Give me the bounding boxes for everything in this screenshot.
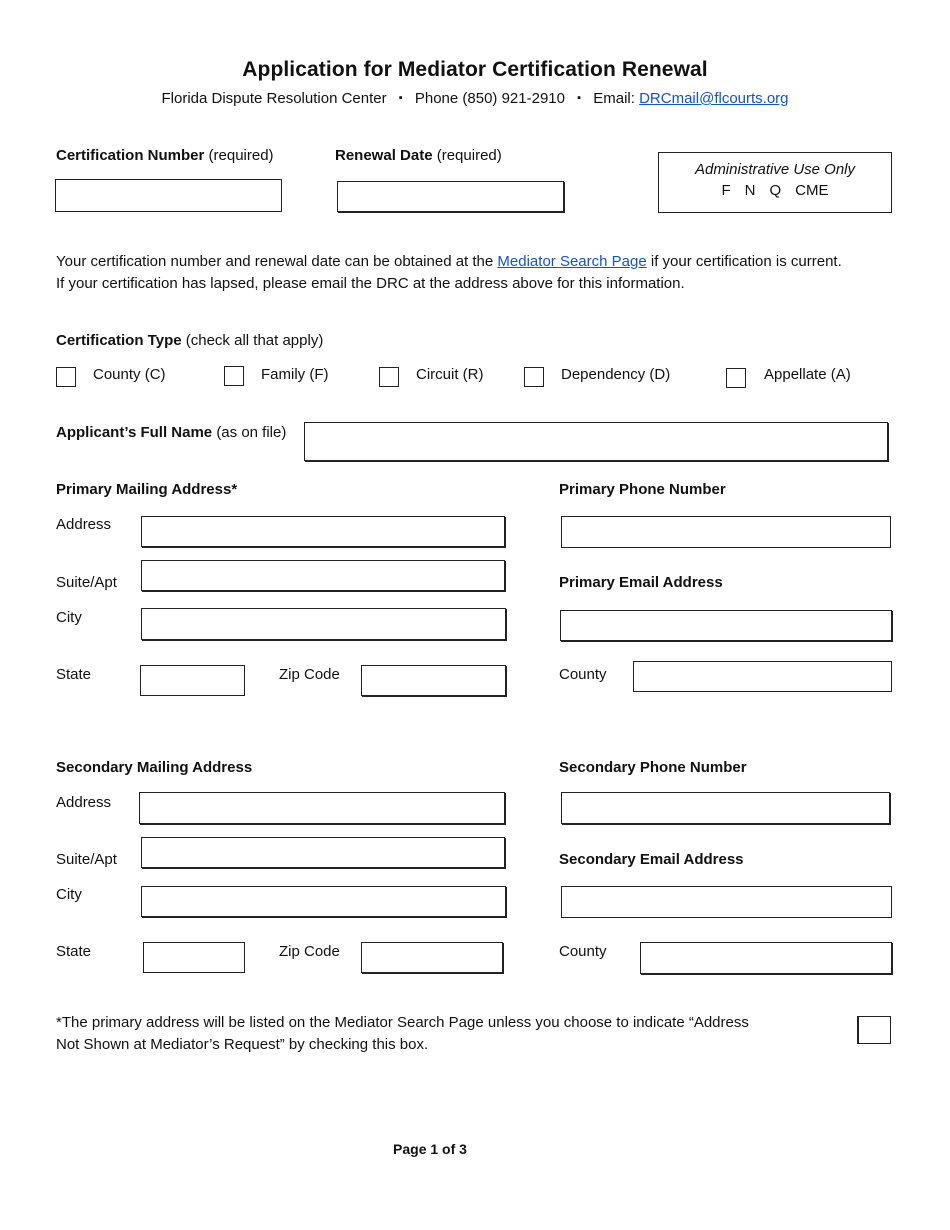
checkbox-appellate-label: Appellate (A) [764, 366, 851, 383]
cert-type-label: Certification Type (check all that apply) [56, 332, 324, 349]
primary-county-input[interactable] [633, 661, 892, 692]
secondary-state-input[interactable] [143, 942, 245, 973]
admin-code-n: N [744, 182, 756, 199]
secondary-county-input[interactable] [640, 942, 892, 974]
separator-bullet: ▪ [398, 92, 403, 104]
primary-email-heading: Primary Email Address [559, 574, 723, 591]
cert-number-input[interactable] [55, 179, 282, 212]
email-label: Email: [593, 90, 635, 107]
renewal-date-label: Renewal Date (required) [335, 147, 502, 164]
primary-county-label: County [559, 666, 607, 683]
address-not-shown-checkbox[interactable] [857, 1016, 891, 1044]
admin-code-cme: CME [795, 182, 829, 199]
primary-address-input[interactable] [141, 516, 505, 547]
primary-phone-input[interactable] [561, 516, 891, 548]
checkbox-family-label: Family (F) [261, 366, 329, 383]
primary-address-label: Address [56, 516, 112, 533]
checkbox-family[interactable] [224, 366, 244, 386]
admin-code-f: F [721, 182, 731, 199]
checkbox-dependency-label: Dependency (D) [561, 366, 671, 383]
primary-zip-input[interactable] [361, 665, 506, 696]
secondary-state-label: State [56, 943, 92, 960]
primary-state-input[interactable] [140, 665, 245, 696]
page-number: Page 1 of 3 [393, 1141, 467, 1157]
secondary-suite-input[interactable] [141, 837, 505, 868]
primary-state-label: State [56, 666, 92, 683]
primary-suite-label: Suite/Apt [56, 574, 117, 591]
secondary-email-heading: Secondary Email Address [559, 851, 744, 868]
checkbox-circuit-label: Circuit (R) [416, 366, 484, 383]
contact-line [0, 90, 950, 107]
checkbox-county[interactable] [56, 367, 76, 387]
applicant-name-input[interactable] [304, 422, 888, 461]
secondary-address-input[interactable] [139, 792, 505, 824]
checkbox-dependency[interactable] [524, 367, 544, 387]
checkbox-appellate[interactable] [726, 368, 746, 388]
form-title: Application for Mediator Certification Renewal [242, 58, 708, 81]
secondary-city-label: City [56, 886, 82, 903]
applicant-name-label: Applicant’s Full Name (as on file) [56, 424, 287, 441]
secondary-email-input[interactable] [561, 886, 892, 918]
primary-zip-label: Zip Code [279, 666, 340, 683]
primary-phone-heading: Primary Phone Number [559, 481, 726, 498]
secondary-address-heading: Secondary Mailing Address [56, 759, 253, 776]
checkbox-circuit[interactable] [379, 367, 399, 387]
checkbox-county-label: County (C) [93, 366, 166, 383]
secondary-phone-heading: Secondary Phone Number [559, 759, 747, 776]
secondary-phone-input[interactable] [561, 792, 890, 824]
primary-email-input[interactable] [560, 610, 892, 641]
secondary-suite-label: Suite/Apt [56, 851, 117, 868]
secondary-zip-label: Zip Code [279, 943, 340, 960]
primary-address-heading: Primary Mailing Address* [56, 481, 238, 498]
separator-bullet: ▪ [577, 92, 582, 104]
admin-use-box [658, 152, 892, 213]
org-phone: Phone (850) 921-2910 [414, 90, 565, 107]
primary-city-input[interactable] [141, 608, 506, 640]
address-footnote: *The primary address will be listed on the Mediator Search Page unless you choose to indicate “Address Not Shown at Mediator’s Request” by checking this box. [56, 1014, 749, 1053]
secondary-zip-input[interactable] [361, 942, 503, 973]
admin-code-q: Q [769, 182, 782, 199]
secondary-address-label: Address [56, 794, 112, 811]
info-paragraph: Your certification number and renewal date can be obtained at the Mediator Search Page if your certification is current. If your certification has lapsed, please email the DRC at the address above for this information. [56, 253, 842, 292]
email-link[interactable]: DRCmail@flcourts.org [639, 90, 789, 107]
admin-use-title: Administrative Use Only [694, 161, 856, 178]
primary-suite-input[interactable] [141, 560, 505, 591]
secondary-county-label: County [559, 943, 607, 960]
renewal-date-input[interactable] [337, 181, 564, 212]
org-name: Florida Dispute Resolution Center [161, 90, 387, 107]
cert-number-label: Certification Number (required) [56, 147, 274, 164]
mediator-search-link[interactable]: Mediator Search Page [497, 253, 647, 270]
secondary-city-input[interactable] [141, 886, 506, 917]
primary-city-label: City [56, 609, 82, 626]
admin-codes [659, 182, 891, 199]
